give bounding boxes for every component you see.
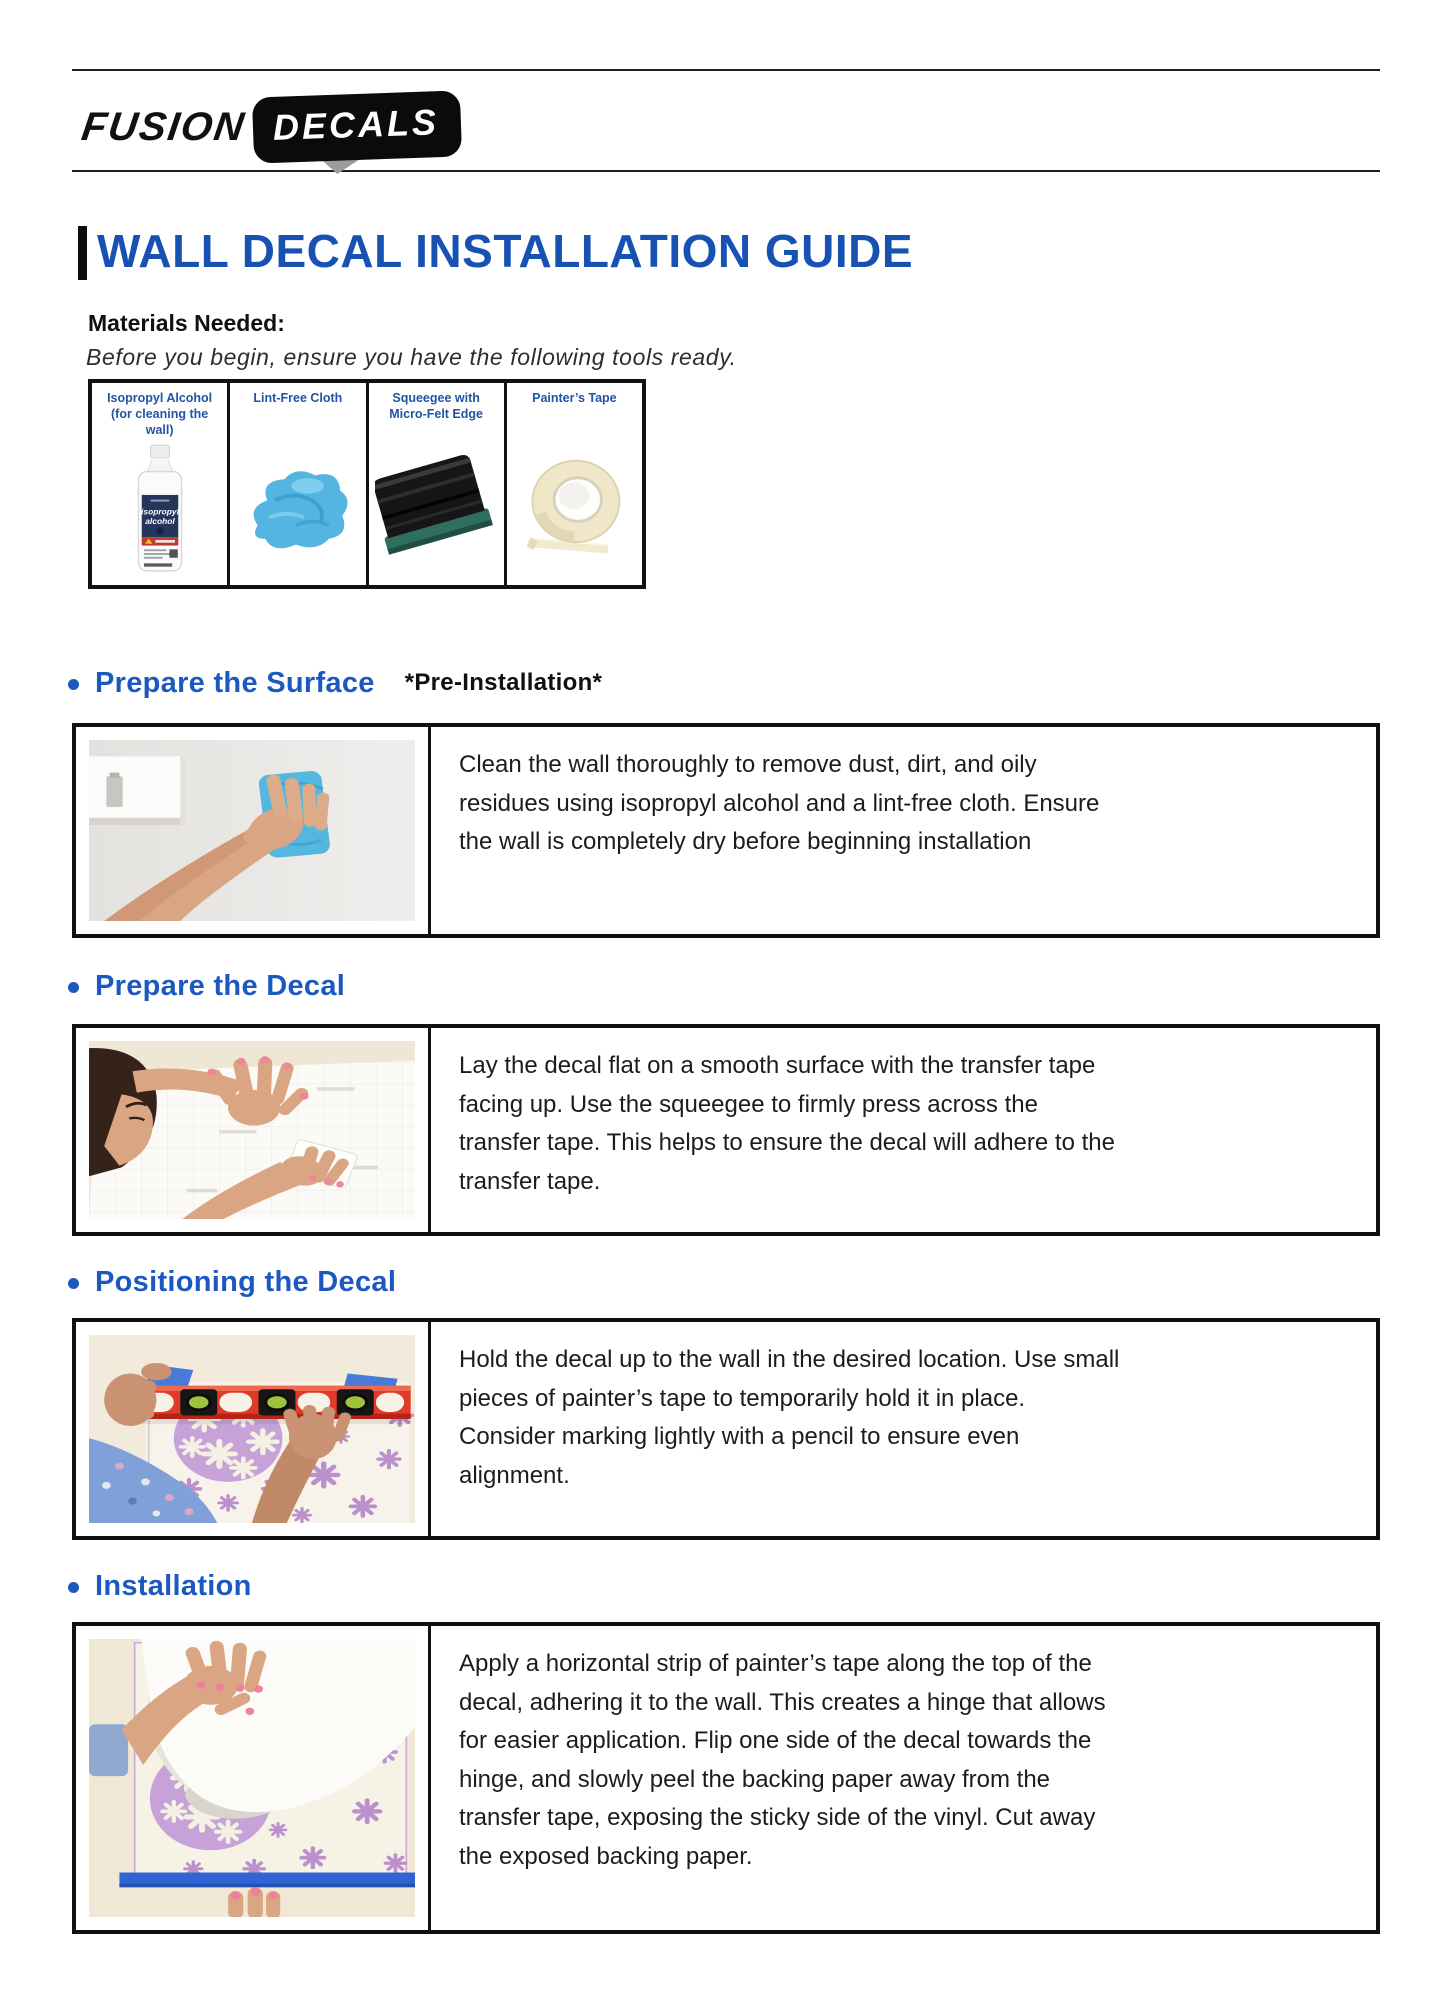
hand-wiping-wall-photo bbox=[89, 740, 415, 921]
material-cell-painters-tape bbox=[504, 383, 642, 585]
section-body-text: Lay the decal flat on a smooth surface with the transfer tape facing up. Use the squeegee to firmly press across the transfer tape. This helps to ensure the decal will adhere to the transfer tape. bbox=[459, 1052, 1115, 1195]
section-body-text: Clean the wall thoroughly to remove dust, dirt, and oily residues using isopropyl alcohol and a lint-free cloth. Ensure the wall is completely dry before beginning installation bbox=[459, 751, 1100, 855]
material-image bbox=[513, 440, 636, 577]
title-accent-bar bbox=[78, 226, 87, 280]
materials-heading: Materials Needed: bbox=[88, 310, 285, 336]
section-box-installation bbox=[72, 1622, 1380, 1934]
section-heading-installation bbox=[66, 1564, 1380, 1608]
section-title: Prepare the Surface bbox=[95, 667, 375, 699]
section-photo-cell bbox=[76, 1626, 431, 1930]
material-cell-lint-free-cloth bbox=[227, 383, 365, 585]
felt-edge-squeegee-icon bbox=[375, 454, 498, 564]
bullet-icon bbox=[68, 982, 79, 993]
material-cell-isopropyl-alcohol bbox=[92, 383, 227, 585]
page-title: WALL DECAL INSTALLATION GUIDE bbox=[97, 225, 914, 277]
section-box-prepare-surface bbox=[72, 723, 1380, 938]
brand-logo bbox=[72, 84, 1380, 170]
material-label: Painter’s Tape bbox=[532, 391, 617, 405]
section-title: Positioning the Decal bbox=[95, 1266, 397, 1298]
material-label: Lint-Free Cloth bbox=[253, 391, 343, 405]
material-cell-squeegee bbox=[366, 383, 504, 585]
brand-badge bbox=[254, 92, 460, 161]
section-box-prepare-decal bbox=[72, 1024, 1380, 1236]
section-photo-cell bbox=[76, 727, 431, 934]
material-image bbox=[236, 440, 359, 577]
section-heading-positioning-decal bbox=[66, 1260, 1380, 1304]
peel-backing-paper-photo bbox=[89, 1639, 415, 1917]
section-photo-cell bbox=[76, 1322, 431, 1536]
bottle-label-line1: isopropyl bbox=[140, 506, 179, 517]
material-image bbox=[375, 440, 498, 577]
material-image bbox=[98, 440, 221, 577]
bottle-label-line2: alcohol bbox=[144, 515, 175, 526]
bullet-icon bbox=[68, 1582, 79, 1593]
logo-bottom-divider bbox=[72, 170, 1380, 172]
section-photo-cell bbox=[76, 1028, 431, 1232]
bullet-icon bbox=[68, 1278, 79, 1289]
brand-name-fusion: FUSION bbox=[78, 104, 249, 149]
bullet-icon bbox=[68, 679, 79, 690]
section-text-cell bbox=[431, 727, 1376, 934]
material-label: Squeegee with Micro-Felt Edge bbox=[389, 391, 483, 421]
material-label: Isopropyl Alcohol (for cleaning the wall) bbox=[107, 391, 213, 437]
painters-tape-roll-icon bbox=[517, 456, 631, 562]
lint-free-cloth-icon bbox=[240, 458, 356, 559]
section-title: Prepare the Decal bbox=[95, 970, 346, 1002]
section-body-text: Apply a horizontal strip of painter’s tape along the top of the decal, adhering it to the wall. This creates a hinge that allows for easier application. Flip one side of the decal towards the hinge, and slowly peel the backing paper away from the transfer tape, exposing the sticky side of the vinyl. Cut away the exposed backing paper. bbox=[459, 1650, 1106, 1870]
materials-table bbox=[88, 379, 646, 589]
level-alignment-photo bbox=[89, 1335, 415, 1523]
section-heading-prepare-surface bbox=[66, 661, 1380, 705]
top-divider bbox=[72, 69, 1380, 71]
title-row bbox=[78, 222, 1380, 280]
section-text-cell bbox=[431, 1028, 1376, 1232]
section-body-text: Hold the decal up to the wall in the desired location. Use small pieces of painter’s tape to temporarily hold it in place. Consider marking lightly with a pencil to ensure even alignment. bbox=[459, 1346, 1120, 1489]
section-title: Installation bbox=[95, 1570, 252, 1602]
brand-name-decals: DECALS bbox=[272, 101, 440, 148]
materials-intro: Before you begin, ensure you have the following tools ready. bbox=[86, 344, 737, 370]
pre-installation-note: *Pre-Installation* bbox=[404, 669, 603, 696]
squeegee-on-decal-photo bbox=[89, 1041, 415, 1219]
section-text-cell bbox=[431, 1322, 1376, 1536]
isopropyl-alcohol-bottle-icon bbox=[130, 443, 190, 575]
section-text-cell bbox=[431, 1626, 1376, 1930]
section-heading-prepare-decal bbox=[66, 964, 1380, 1008]
section-box-positioning-decal bbox=[72, 1318, 1380, 1540]
